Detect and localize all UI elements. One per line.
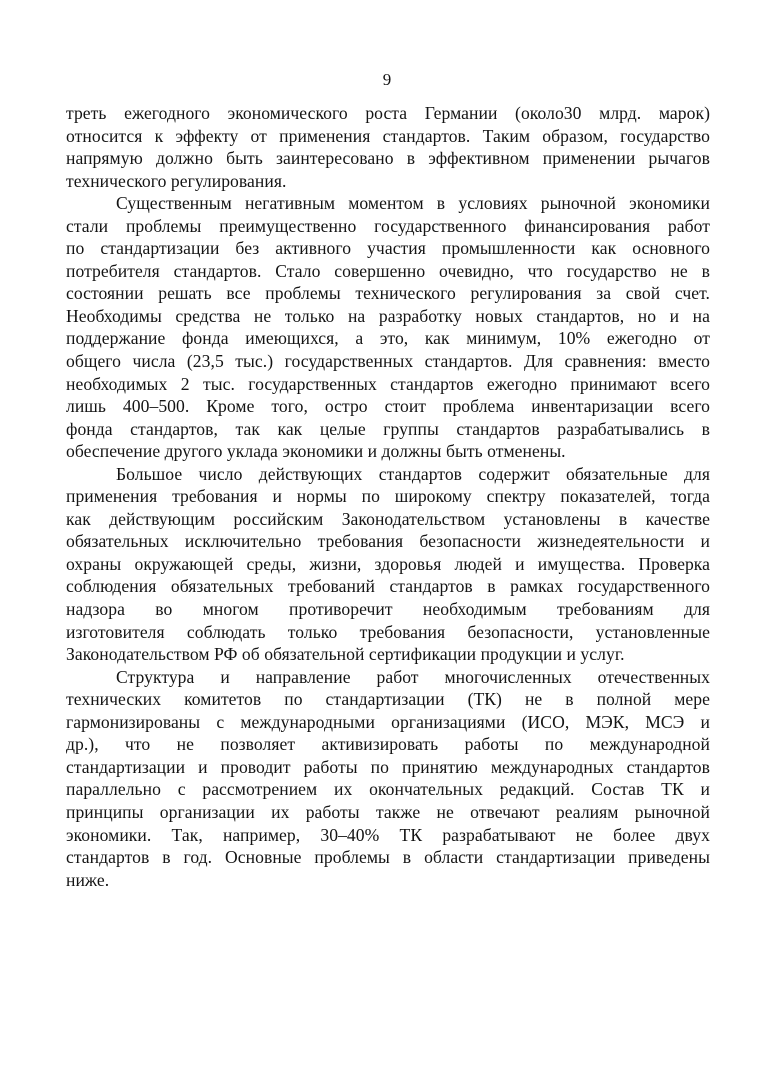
text-line: Структура и направление работ многочисленных отечественных [116,666,710,687]
text-line: стандартизации и проводит работы по принятию международных стандартов [66,756,710,777]
text-line: относится к эффекту от применения стандартов. Таким образом, государство [66,125,710,146]
paragraph [66,666,710,891]
text-line: обязательных исключительно требования безопасности жизнедеятельности и [66,531,710,552]
text-line: технического регулирования. [66,170,287,191]
text-line: лишь 400–500. Кроме того, остро стоит проблема инвентаризации всего [66,396,710,417]
text-line: надзора во многом противоречит необходимым требованиям для [66,599,710,620]
text-line: обеспечение другого уклада экономики и должны быть отменены. [66,441,566,462]
text-line: по стандартизации без активного участия промышленности как основного [66,238,710,259]
page-number: 9 [382,70,392,89]
text-line: стандартов в год. Основные проблемы в области стандартизации приведены [66,847,710,868]
text-line: состоянии решать все проблемы технического регулирования за свой счет. [66,283,710,304]
paragraph [66,102,710,192]
text-line: экономики. Так, например, 30–40% ТК разрабатывают не более двух [66,824,710,845]
text-line: параллельно с рассмотрением их окончательных редакций. Состав ТК и [66,779,710,800]
text-line: напрямую должно быть заинтересовано в эффективном применении рычагов [66,148,710,169]
text-line: Большое число действующих стандартов содержит обязательные для [116,463,710,484]
paragraph [66,463,710,666]
text-line: общего числа (23,5 тыс.) государственных стандартов. Для сравнения: вместо [66,351,710,372]
text-line: необходимых 2 тыс. государственных стандартов ежегодно принимают всего [66,373,710,394]
paragraph [66,192,710,463]
text-line: технических комитетов по стандартизации (ТК) не в полной мере [66,689,710,710]
text-line: поддержание фонда имеющихся, а это, как минимум, 10% ежегодно от [66,328,710,349]
text-line: применения требования и нормы по широкому спектру показателей, тогда [66,486,710,507]
text-line: гармонизированы с международными организациями (ИСО, МЭК, МСЭ и [66,711,710,732]
text-line: Законодательством РФ об обязательной сертификации продукции и услуг. [66,644,625,665]
text-line: соблюдения обязательных требований стандартов в рамках государственного [66,576,710,597]
document-body [66,102,710,891]
text-line: Необходимы средства не только на разработку новых стандартов, но и на [66,305,710,326]
text-line: изготовителя соблюдать только требования безопасности, установленные [66,621,710,642]
text-line: др.), что не позволяет активизировать работы по международной [66,734,710,755]
text-line: охраны окружающей среды, жизни, здоровья людей и имущества. Проверка [66,553,710,574]
text-line: Существенным негативным моментом в условиях рыночной экономики [116,193,710,214]
text-line: треть ежегодного экономического роста Германии (около30 млрд. марок) [66,103,710,123]
text-line: как действующим российским Законодательством установлены в качестве [66,508,710,529]
text-line: потребителя стандартов. Стало совершенно очевидно, что государство не в [66,260,710,281]
text-line: принципы организации их работы также не отвечают реалиям рыночной [66,801,710,822]
text-line: ниже. [66,869,110,890]
text-line: фонда стандартов, так как целые группы стандартов разрабатывались в [66,418,710,439]
text-line: стали проблемы преимущественно государственного финансирования работ [66,215,710,236]
